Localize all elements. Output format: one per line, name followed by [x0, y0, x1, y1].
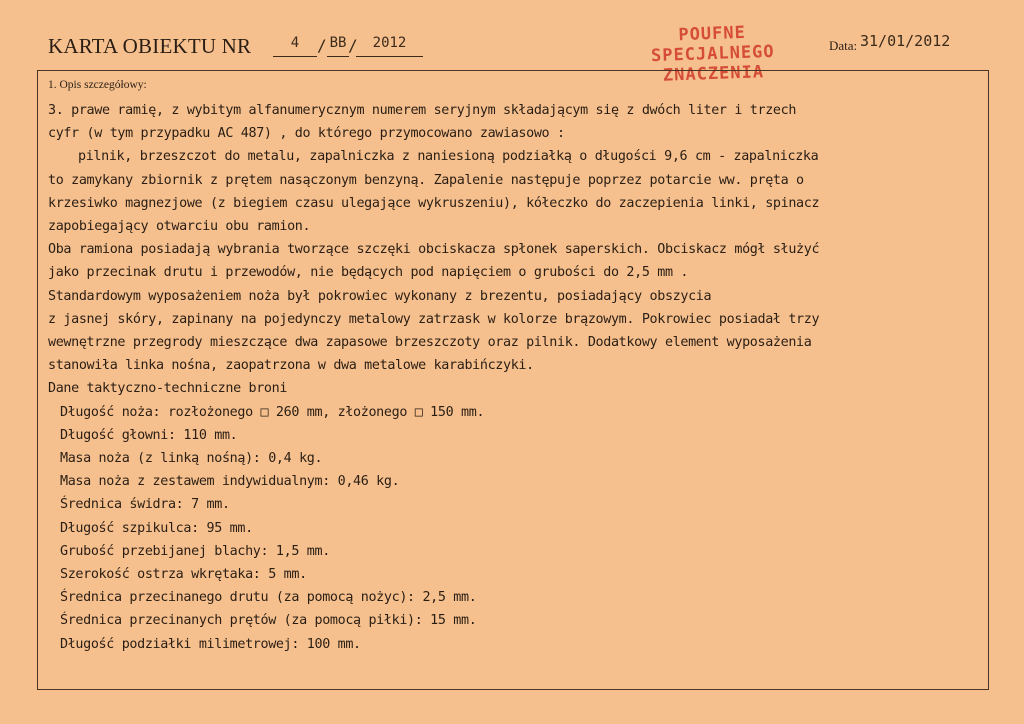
stamp-line-2: SPECJALNEGO — [650, 41, 775, 67]
description-box — [37, 70, 989, 690]
text-line: to zamykany zbiornik z prętem nasączonym benzyną. Zapalenie następuje poprzez potarcie ww. pręta o — [48, 172, 804, 188]
object-code-separator: / — [348, 36, 358, 55]
spec-line: Masa noża z zestawem indywidualnym: 0,46 kg. — [60, 474, 400, 490]
spec-line: Grubość przebijanej blachy: 1,5 mm. — [60, 543, 330, 559]
description-text — [48, 99, 983, 656]
object-number-separator: / — [317, 36, 327, 55]
spec-line: Średnica przecinanych prętów (za pomocą piłki): 15 mm. — [60, 613, 477, 629]
object-number-field: 4 — [273, 34, 317, 57]
text-line: cyfr (w tym przypadku AC 487) , do którego przymocowano zawiasowo : — [48, 126, 565, 142]
spec-line: Długość szpikulca: 95 mm. — [60, 520, 253, 536]
object-code-field: BB — [327, 34, 349, 57]
spec-line: Szerokość ostrza wkrętaka: 5 mm. — [60, 567, 307, 583]
text-line: z jasnej skóry, zapinany na pojedynczy metalowy zatrzask w kolorze brązowym. Pokrowiec posiadał trzy — [48, 311, 820, 327]
object-year-field: 2012 — [356, 34, 423, 57]
stamp-line-1: POUFNE — [678, 22, 747, 46]
text-line: zapobiegający otwarciu obu ramion. — [48, 219, 311, 235]
stamp-line-3: ZNACZENIA — [662, 62, 765, 86]
text-line: pilnik, brzeszczot do metalu, zapalniczka z naniesioną podziałką o długości 9,6 cm - zapalniczka — [78, 149, 819, 165]
text-line: krzesiwko magnezjowe (z biegiem czasu ulegające wykruszeniu), kółeczko do zaczepienia linki, spinacz — [48, 195, 820, 211]
text-line: Standardowym wyposażeniem noża był pokrowiec wykonany z brezentu, posiadający obszycia — [48, 288, 712, 304]
text-line: stanowiła linka nośna, zaopatrzona w dwa metalowe karabińczyki. — [48, 358, 534, 374]
spec-line: Długość podziałki milimetrowej: 100 mm. — [60, 636, 361, 652]
spec-line: Długość noża: rozłożonego □ 260 mm, złożonego □ 150 mm. — [60, 404, 485, 420]
text-line: jako przecinak drutu i przewodów, nie będących pod napięciem o grubości do 2,5 mm . — [48, 265, 689, 281]
text-line: 3. prawe ramię, z wybitym alfanumerycznym numerem seryjnym składającym się z dwóch liter i trzech — [48, 103, 797, 118]
text-line: Oba ramiona posiadają wybrania tworzące szczęki obciskacza spłonek saperskich. Obciskacz mógł służyć — [48, 242, 820, 258]
date-value: 31/01/2012 — [860, 32, 951, 50]
specs-heading: Dane taktyczno-techniczne broni — [48, 381, 288, 397]
text-line: wewnętrzne przegrody mieszczące dwa zapasowe brzeszczoty oraz pilnik. Dodatkowy element wyposażenia — [48, 335, 812, 351]
spec-line: Średnica świdra: 7 mm. — [60, 497, 230, 513]
spec-line: Długość głowni: 110 mm. — [60, 427, 238, 443]
section-label: 1. Opis szczegółowy: — [48, 79, 147, 91]
date-label: Data: — [829, 38, 858, 53]
document-title: KARTA OBIEKTU NR — [48, 34, 252, 58]
spec-line: Średnica przecinanego drutu (za pomocą nożyc): 2,5 mm. — [60, 590, 477, 606]
spec-line: Masa noża (z linką nośną): 0,4 kg. — [60, 451, 323, 467]
